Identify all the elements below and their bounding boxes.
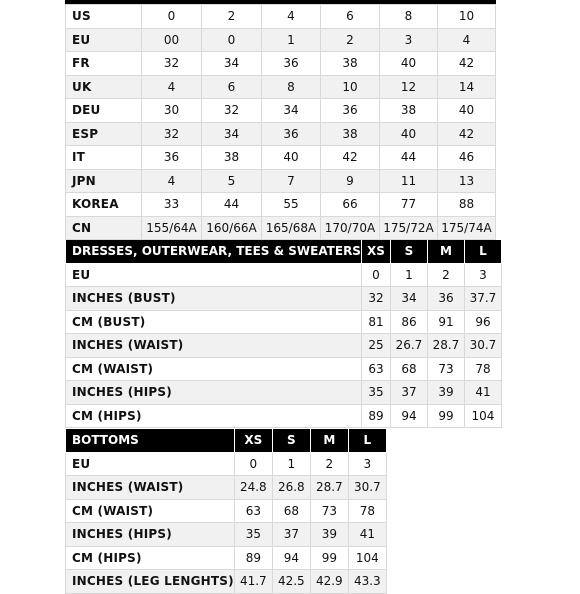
size-value: 36: [427, 287, 464, 311]
size-value: 78: [464, 357, 501, 381]
row-label: EU: [66, 263, 362, 287]
size-value: 36: [142, 146, 202, 170]
table-row: [66, 452, 387, 476]
size-value: 46: [438, 146, 496, 170]
size-value: 42: [321, 146, 380, 170]
size-value: 63: [234, 499, 272, 523]
header-row-edge: [65, 0, 496, 4]
table-row: [66, 99, 496, 123]
size-value: 104: [348, 546, 386, 570]
size-value: 24.8: [234, 476, 272, 500]
size-value: 68: [390, 357, 427, 381]
row-label: JPN: [66, 169, 142, 193]
table-row: [66, 381, 502, 405]
size-value: 2: [427, 263, 464, 287]
size-value: 73: [310, 499, 348, 523]
size-value: 11: [380, 169, 438, 193]
size-value: 39: [310, 523, 348, 547]
size-value: 38: [202, 146, 262, 170]
row-label: CN: [66, 216, 142, 240]
row-label: INCHES (HIPS): [66, 381, 362, 405]
size-value: 26.7: [390, 334, 427, 358]
size-value: 32: [361, 287, 390, 311]
table-row: [66, 546, 387, 570]
table-row: [66, 287, 502, 311]
row-label: INCHES (BUST): [66, 287, 362, 311]
size-value: 38: [321, 52, 380, 76]
size-value: 170/70A: [321, 216, 380, 240]
size-value: 78: [348, 499, 386, 523]
size-value: 2: [310, 452, 348, 476]
size-value: 40: [262, 146, 321, 170]
size-value: 30.7: [464, 334, 501, 358]
row-label: CM (HIPS): [66, 546, 235, 570]
size-value: 89: [361, 404, 390, 428]
table-row: [66, 499, 387, 523]
size-value: 94: [390, 404, 427, 428]
table-row: [66, 570, 387, 594]
size-value: 1: [262, 28, 321, 52]
table-row: [66, 334, 502, 358]
table-row: [66, 169, 496, 193]
size-value: 10: [321, 75, 380, 99]
row-label: CM (WAIST): [66, 499, 235, 523]
table-title: DRESSES, OUTERWEAR, TEES & SWEATERS: [66, 240, 362, 263]
table-row: [66, 193, 496, 217]
row-label: CM (BUST): [66, 310, 362, 334]
size-value: 4: [142, 169, 202, 193]
size-value: 36: [321, 99, 380, 123]
size-value: 4: [262, 5, 321, 29]
size-value: 3: [348, 452, 386, 476]
size-value: 8: [262, 75, 321, 99]
size-value: 10: [438, 5, 496, 29]
row-label: FR: [66, 52, 142, 76]
row-label: INCHES (WAIST): [66, 334, 362, 358]
size-value: 91: [427, 310, 464, 334]
size-value: 165/68A: [262, 216, 321, 240]
size-value: 4: [438, 28, 496, 52]
size-value: 0: [234, 452, 272, 476]
size-value: 68: [272, 499, 310, 523]
size-value: 33: [142, 193, 202, 217]
size-value: 28.7: [310, 476, 348, 500]
size-value: 66: [321, 193, 380, 217]
size-value: 41.7: [234, 570, 272, 594]
size-value: 99: [310, 546, 348, 570]
size-value: 0: [142, 5, 202, 29]
size-value: 5: [202, 169, 262, 193]
row-label: IT: [66, 146, 142, 170]
size-header-xs: XS: [361, 240, 390, 263]
size-value: 41: [348, 523, 386, 547]
row-label: KOREA: [66, 193, 142, 217]
size-value: 160/66A: [202, 216, 262, 240]
size-value: 34: [262, 99, 321, 123]
size-value: 35: [361, 381, 390, 405]
size-value: 89: [234, 546, 272, 570]
size-value: 2: [321, 28, 380, 52]
size-value: 77: [380, 193, 438, 217]
bottoms-size-table: [65, 429, 387, 594]
dresses-size-table: [65, 240, 502, 428]
size-header-l: L: [464, 240, 501, 263]
size-value: 8: [380, 5, 438, 29]
size-value: 9: [321, 169, 380, 193]
size-value: 13: [438, 169, 496, 193]
size-value: 3: [464, 263, 501, 287]
table-row: [66, 476, 387, 500]
size-header-s: S: [390, 240, 427, 263]
row-label: INCHES (HIPS): [66, 523, 235, 547]
size-value: 14: [438, 75, 496, 99]
country-size-table: [65, 4, 496, 240]
size-value: 175/72A: [380, 216, 438, 240]
size-value: 36: [262, 52, 321, 76]
table-row: [66, 5, 496, 29]
size-value: 32: [202, 99, 262, 123]
size-header-m: M: [427, 240, 464, 263]
size-value: 42.5: [272, 570, 310, 594]
size-value: 30: [142, 99, 202, 123]
size-header-m: M: [310, 429, 348, 452]
size-value: 35: [234, 523, 272, 547]
size-value: 96: [464, 310, 501, 334]
size-value: 28.7: [427, 334, 464, 358]
size-value: 42: [438, 122, 496, 146]
size-value: 34: [202, 122, 262, 146]
size-value: 63: [361, 357, 390, 381]
size-value: 7: [262, 169, 321, 193]
size-value: 94: [272, 546, 310, 570]
size-value: 99: [427, 404, 464, 428]
row-label: DEU: [66, 99, 142, 123]
table-row: [66, 146, 496, 170]
table-row: [66, 263, 502, 287]
size-value: 6: [202, 75, 262, 99]
size-value: 12: [380, 75, 438, 99]
size-value: 88: [438, 193, 496, 217]
size-header-s: S: [272, 429, 310, 452]
row-label: US: [66, 5, 142, 29]
size-value: 38: [380, 99, 438, 123]
size-header-l: L: [348, 429, 386, 452]
size-value: 34: [390, 287, 427, 311]
size-header-xs: XS: [234, 429, 272, 452]
size-value: 0: [361, 263, 390, 287]
size-value: 2: [202, 5, 262, 29]
size-value: 155/64A: [142, 216, 202, 240]
size-value: 44: [380, 146, 438, 170]
row-label: UK: [66, 75, 142, 99]
size-value: 73: [427, 357, 464, 381]
size-value: 3: [380, 28, 438, 52]
size-value: 41: [464, 381, 501, 405]
row-label: EU: [66, 28, 142, 52]
size-value: 6: [321, 5, 380, 29]
table-row: [66, 310, 502, 334]
table-row: [66, 523, 387, 547]
size-value: 1: [390, 263, 427, 287]
row-label: ESP: [66, 122, 142, 146]
table-row: [66, 122, 496, 146]
size-value: 25: [361, 334, 390, 358]
size-value: 38: [321, 122, 380, 146]
size-value: 40: [380, 52, 438, 76]
table-title: BOTTOMS: [66, 429, 235, 452]
row-label: CM (HIPS): [66, 404, 362, 428]
row-label: INCHES (WAIST): [66, 476, 235, 500]
size-value: 42: [438, 52, 496, 76]
table-row: [66, 357, 502, 381]
table-row: [66, 75, 496, 99]
size-value: 86: [390, 310, 427, 334]
size-value: 81: [361, 310, 390, 334]
size-value: 34: [202, 52, 262, 76]
size-value: 43.3: [348, 570, 386, 594]
size-value: 42.9: [310, 570, 348, 594]
size-value: 0: [202, 28, 262, 52]
size-value: 1: [272, 452, 310, 476]
size-value: 39: [427, 381, 464, 405]
size-value: 36: [262, 122, 321, 146]
size-value: 40: [438, 99, 496, 123]
table-row: [66, 28, 496, 52]
size-value: 37.7: [464, 287, 501, 311]
row-label: CM (WAIST): [66, 357, 362, 381]
size-value: 00: [142, 28, 202, 52]
table-row: [66, 404, 502, 428]
table-row: [66, 216, 496, 240]
size-value: 37: [272, 523, 310, 547]
size-value: 32: [142, 52, 202, 76]
size-value: 26.8: [272, 476, 310, 500]
size-value: 30.7: [348, 476, 386, 500]
table-row: [66, 52, 496, 76]
size-value: 104: [464, 404, 501, 428]
size-value: 40: [380, 122, 438, 146]
size-value: 44: [202, 193, 262, 217]
size-value: 175/74A: [438, 216, 496, 240]
size-value: 37: [390, 381, 427, 405]
size-value: 4: [142, 75, 202, 99]
row-label: EU: [66, 452, 235, 476]
size-value: 32: [142, 122, 202, 146]
row-label: INCHES (LEG LENGHTS): [66, 570, 235, 594]
size-value: 55: [262, 193, 321, 217]
